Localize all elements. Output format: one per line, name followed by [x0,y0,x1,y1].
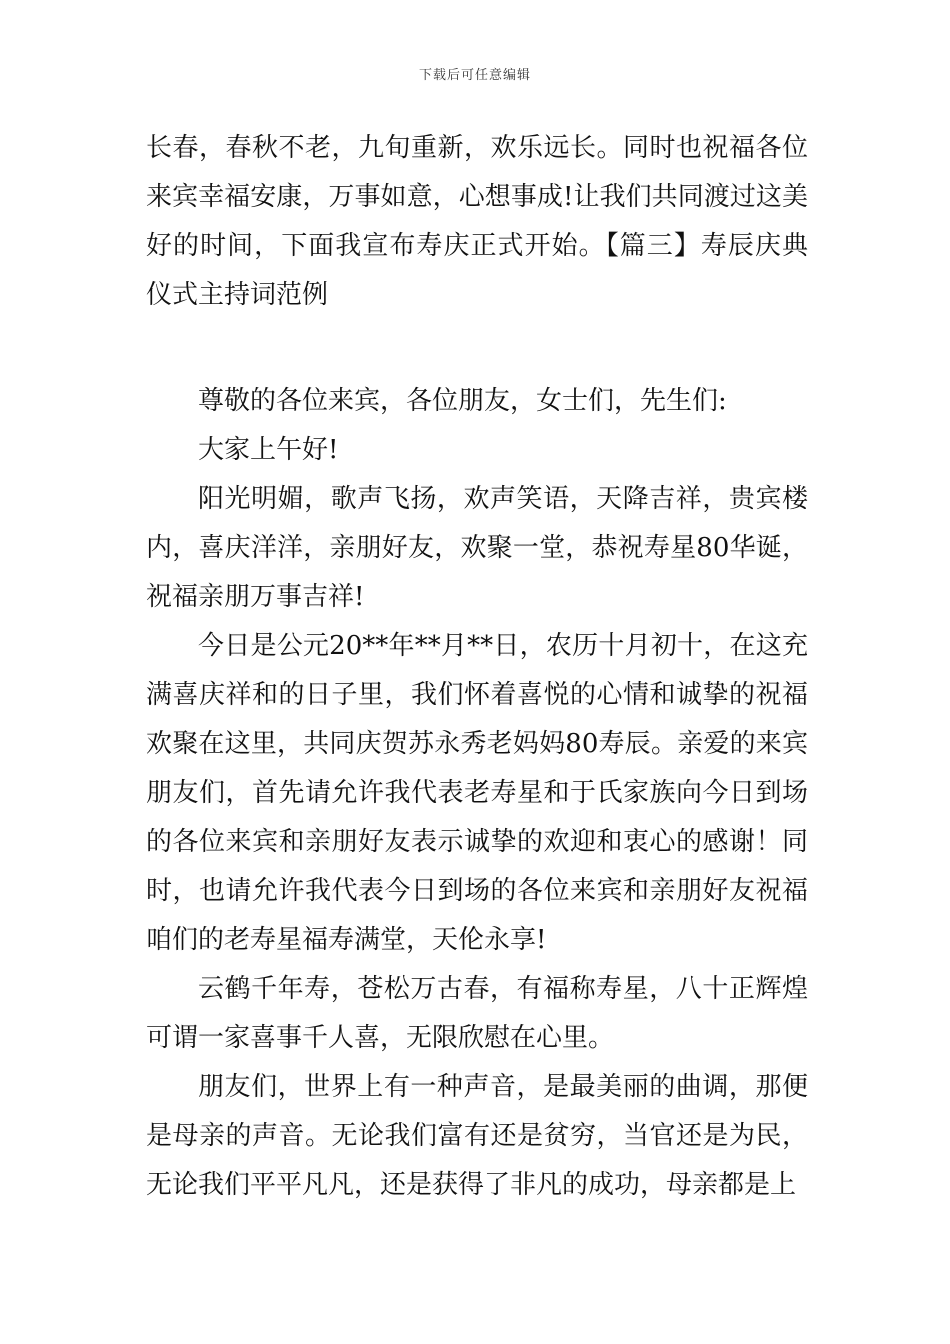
document-body [146,124,808,1210]
paragraph-continuation: 长春，春秋不老，九旬重新，欢乐远长。同时也祝福各位来宾幸福安康，万事如意，心想事成!让我们共同渡过这美好的时间，下面我宣布寿庆正式开始。【篇三】寿辰庆典仪式主持词范例 [146,133,808,310]
paragraph-greeting: 尊敬的各位来宾，各位朋友，女士们，先生们: [198,386,727,416]
paragraph-good-morning: 大家上午好! [198,435,339,465]
paragraph-crane: 云鹤千年寿，苍松万古春，有福称寿星，八十正辉煌可谓一家喜事千人喜，无限欣慰在心里。 [146,974,808,1053]
paragraph-gap [146,320,808,369]
paragraph-friends: 朋友们，世界上有一种声音，是最美丽的曲调，那便是母亲的声音。无论我们富有还是贫穷，当官还是为民，无论我们平平凡凡，还是获得了非凡的成功，母亲都是上 [146,1072,808,1200]
paragraph-today: 今日是公元20**年**月**日，农历十月初十，在这充满喜庆祥和的日子里，我们怀着喜悦的心情和诚挚的祝福欢聚在这里，共同庆贺苏永秀老妈妈80寿辰。亲爱的来宾朋友们，首先请允许我代表老寿星和于氏家族向今日到场的各位来宾和亲朋好友表示诚挚的欢迎和衷心的感谢！同时，也请允许我代表今日到场的各位来宾和亲朋好友祝福咱们的老寿星福寿满堂，天伦永享! [146,631,808,955]
page-header-note: 下载后可任意编辑 [418,68,531,83]
paragraph-sunshine: 阳光明媚，歌声飞扬，欢声笑语，天降吉祥，贵宾楼内，喜庆洋洋，亲朋好友，欢聚一堂，恭祝寿星80华诞，祝福亲朋万事吉祥! [146,484,808,612]
paragraph-gap-extra [146,369,808,377]
